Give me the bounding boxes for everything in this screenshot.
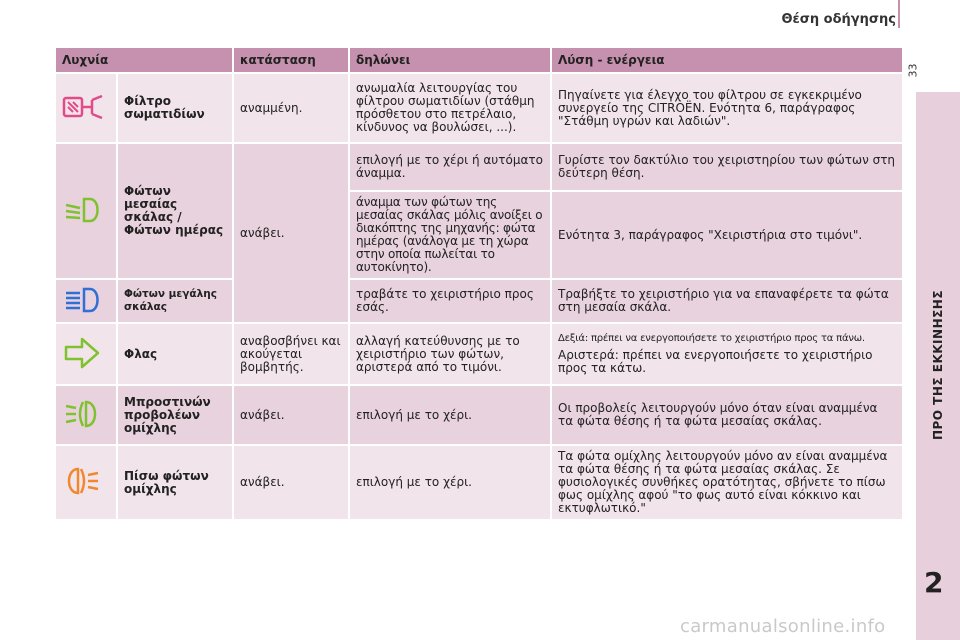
icon-cell — [55, 279, 117, 323]
icon-cell — [55, 323, 117, 385]
lamp-action — [551, 323, 903, 385]
lamp-action: Ενότητα 3, παράγραφος "Χειριστήρια στο τιμόνι". — [551, 191, 903, 279]
lamp-action-right: Δεξιά: πρέπει να ενεργοποιήσετε το χειριστήριο προς τα πάνω. — [558, 333, 865, 344]
lamp-state: αναβοσβήνει και ακούγεται βομβητής. — [233, 323, 349, 385]
lamp-label: Φλας — [117, 323, 233, 385]
dipped-beam-icon — [62, 195, 102, 228]
header-divider — [898, 0, 900, 28]
lamp-state: ανάβει. — [233, 445, 349, 520]
table-row-turn-signal — [55, 323, 903, 385]
warning-lamps-table — [54, 46, 904, 521]
lamp-meaning: επιλογή με το χέρι ή αυτόματο άναμμα. — [349, 143, 551, 191]
icon-cell — [55, 445, 117, 520]
icon-cell — [55, 73, 117, 143]
table-row-main-beam — [55, 279, 903, 323]
column-header-state: κατάσταση — [233, 47, 349, 73]
lamp-meaning: τραβάτε το χειριστήριο προς εσάς. — [349, 279, 551, 323]
lamp-state: ανάβει. — [233, 385, 349, 445]
lamp-action: Γυρίστε τον δακτύλιο του χειριστηρίου των φώτων στη δεύτερη θέση. — [551, 143, 903, 191]
page-header-title: Θέση οδήγησης — [781, 12, 896, 27]
table-row-rear-fog — [55, 445, 903, 520]
chapter-title: ΠΡΟ ΤΗΣ ΕΚΚΙΝΗΣΗΣ — [931, 289, 945, 441]
lamp-action: Οι προβολείς λειτουργούν μόνο όταν είναι αναμμένα τα φώτα θέσης ή τα φώτα μεσαίας σκάλας. — [551, 385, 903, 445]
table-row-dipped-beam — [55, 143, 903, 191]
lamp-action: Πηγαίνετε για έλεγχο του φίλτρου σε εγκεκριμένο συνεργείο της CITROËN. Ενότητα 6, παράγραφος "Στάθμη υγρών και λαδιών". — [551, 73, 903, 143]
lamp-state: αναμμένη. — [233, 73, 349, 143]
lamp-action: Τα φώτα ομίχλης λειτουργούν μόνο αν είναι αναμμένα τα φώτα θέσης ή τα φώτα μεσαίας σκάλας. Σε φυσιολογικές συνθήκες ορατότητας, σβήνετε το πίσω φως ομίχλης αφού "το φως αυτό είναι κόκκινο και εκτυφλωτικό." — [551, 445, 903, 520]
icon-cell — [55, 143, 117, 279]
column-header-lamp: Λυχνία — [55, 47, 233, 73]
particle-filter-icon — [62, 92, 106, 125]
lamp-label: Πίσω φώτων ομίχλης — [117, 445, 233, 520]
lamp-state: ανάβει. — [233, 143, 349, 323]
rear-fog-icon — [62, 465, 102, 500]
lamp-label: Φώτων μεσαίας σκάλας / Φώτων ημέρας — [117, 143, 233, 279]
lamp-meaning: αλλαγή κατεύθυνσης με το χειριστήριο των φώτων, αριστερά από το τιμόνι. — [349, 323, 551, 385]
watermark: carmanualsonline.info — [680, 616, 886, 637]
lamp-label: Μπροστινών προβολέων ομίχλης — [117, 385, 233, 445]
table-header-row — [55, 47, 903, 73]
table-row-particle-filter — [55, 73, 903, 143]
lamp-meaning: επιλογή με το χέρι. — [349, 445, 551, 520]
page-number: 33 — [906, 63, 920, 78]
lamp-meaning: επιλογή με το χέρι. — [349, 385, 551, 445]
chapter-number: 2 — [924, 566, 944, 599]
lamp-action: Τραβήξτε το χειριστήριο για να επαναφέρετε τα φώτα στη μεσαία σκάλα. — [551, 279, 903, 323]
lamp-action-left: Αριστερά: πρέπει να ενεργοποιήσετε το χειριστήριο προς τα κάτω. — [558, 348, 873, 375]
lamp-meaning: άναμμα των φώτων της μεσαίας σκάλας μόλις ανοίξει ο διακόπτης της μηχανής: φώτα ημέρας (ανάλογα με τη χώρα στην οποία πωλείται το αυτοκίνητο). — [349, 191, 551, 279]
icon-cell — [55, 385, 117, 445]
table-row-front-fog — [55, 385, 903, 445]
lamp-meaning: ανωμαλία λειτουργίας του φίλτρου σωματιδίων (στάθμη πρόσθετου στο πετρέλαιο, κίνδυνος να βουλώσει, ...). — [349, 73, 551, 143]
lamp-label: Φώτων μεγάλης σκάλας — [117, 279, 233, 323]
front-fog-icon — [62, 398, 102, 433]
lamp-label: Φίλτρο σωματιδίων — [117, 73, 233, 143]
main-beam-icon — [62, 285, 102, 318]
column-header-meaning: δηλώνει — [349, 47, 551, 73]
turn-signal-icon — [62, 336, 102, 373]
column-header-action: Λύση - ενέργεια — [551, 47, 903, 73]
